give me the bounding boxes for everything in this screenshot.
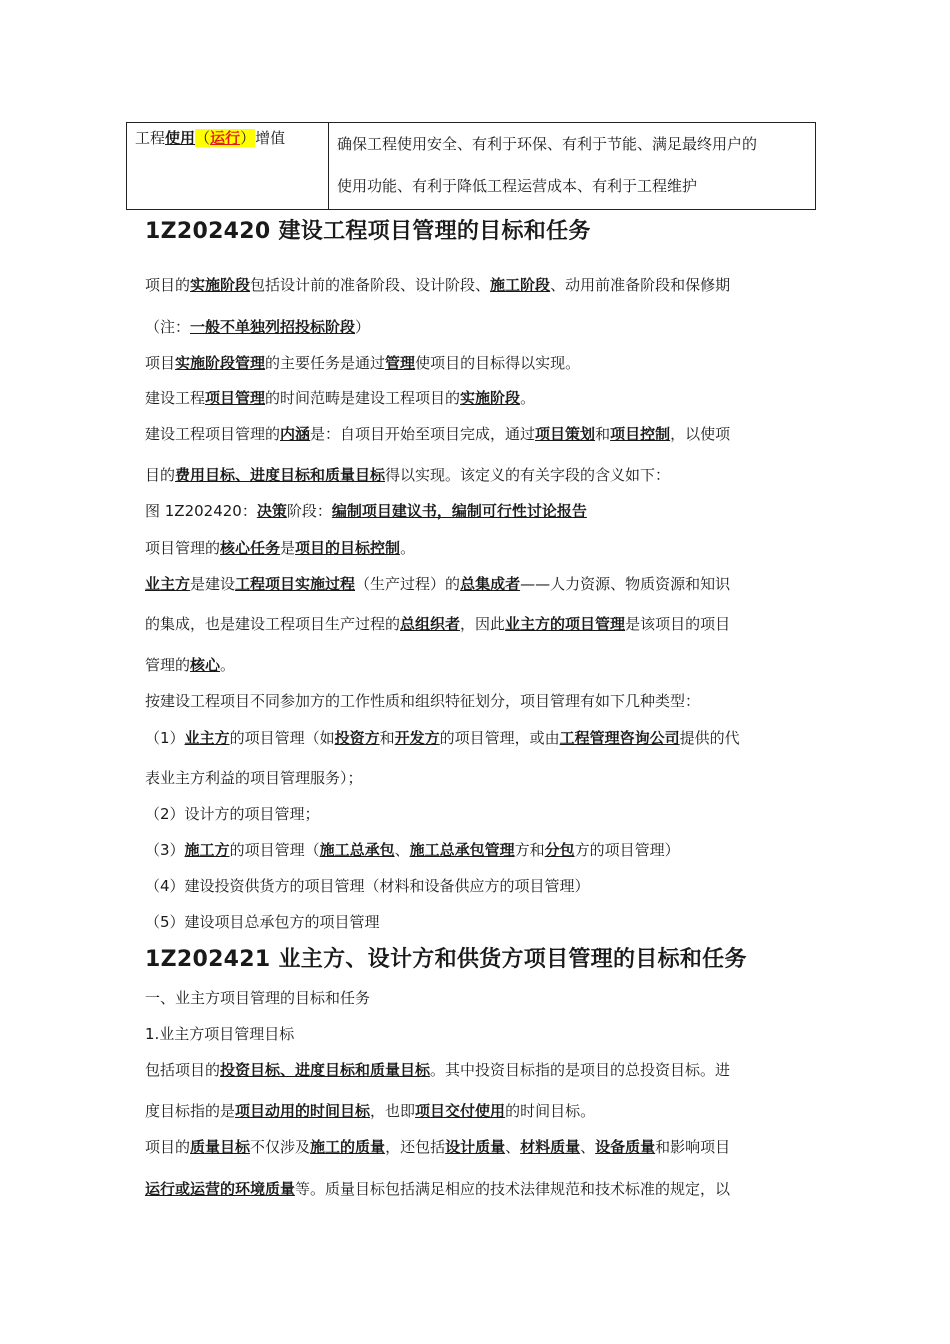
- paragraph: 1.业主方项目管理目标: [145, 1025, 295, 1043]
- text: 。: [220, 656, 236, 674]
- text-emphasis: 总组织者: [400, 615, 461, 633]
- text-emphasis: 施工方: [184, 841, 230, 859]
- text: （生产过程）的: [355, 575, 461, 593]
- text-emphasis: 运行或运营的环境质量: [145, 1180, 296, 1198]
- highlight: [195, 129, 255, 147]
- paragraph: [145, 423, 815, 444]
- text-emphasis: 施工阶段: [490, 276, 551, 294]
- text: 和影响项目: [655, 1138, 731, 1156]
- text: 项目的: [145, 1138, 191, 1156]
- text: 的项目管理（如: [229, 729, 335, 747]
- text: 图 1Z202420：: [145, 502, 257, 520]
- table-row: [127, 123, 816, 210]
- text: ，因此: [460, 615, 506, 633]
- text: 项目: [145, 354, 176, 372]
- text: 增值: [255, 129, 286, 147]
- paragraph: [145, 274, 815, 295]
- paragraph: [145, 1059, 815, 1080]
- text: 得以实现。该定义的有关字段的含义如下：: [385, 466, 671, 484]
- text: 方和: [514, 841, 545, 859]
- text-emphasis: 核心: [190, 656, 221, 674]
- paragraph: 按建设工程项目不同参加方的工作性质和组织特征划分，项目管理有如下几种类型：: [145, 692, 701, 710]
- text-emphasis: 项目动用的时间目标: [235, 1102, 371, 1120]
- text-emphasis: 质量目标: [190, 1138, 251, 1156]
- table-cell-label: [127, 123, 329, 210]
- text: 。: [400, 539, 416, 557]
- text-emphasis: 施工总承包: [319, 841, 395, 859]
- paragraph: [145, 1178, 815, 1199]
- section-heading: 1Z202421 业主方、设计方和供货方项目管理的目标和任务: [145, 947, 747, 972]
- paragraph: [145, 573, 815, 594]
- text-emphasis: 设计质量: [445, 1138, 506, 1156]
- text: ，还包括: [385, 1138, 446, 1156]
- text: 工程: [135, 129, 166, 147]
- text: 。: [520, 389, 536, 407]
- text-emphasis: 决策: [256, 502, 287, 520]
- text: 包括项目的: [145, 1061, 221, 1079]
- text: ——人力资源、物质资源和知识: [520, 575, 731, 593]
- text: 的主要任务是通过: [265, 354, 386, 372]
- text-emphasis: 材料质量: [520, 1138, 581, 1156]
- text-emphasis: 项目的目标控制: [295, 539, 401, 557]
- text: ，以使项: [670, 425, 731, 443]
- paragraph: 表业主方利益的项目管理服务）；: [145, 769, 363, 787]
- text: 、: [394, 841, 410, 859]
- text: 的集成，也是建设工程项目生产过程的: [145, 615, 401, 633]
- text-emphasis: 投资目标、进度目标和质量目标: [220, 1061, 431, 1079]
- paragraph: [145, 500, 815, 521]
- list-item: [145, 839, 815, 860]
- text: （3）: [145, 841, 185, 859]
- list-item: （4）建设投资供货方的项目管理（材料和设备供应方的项目管理）: [145, 877, 590, 895]
- text: 度目标指的是: [145, 1102, 236, 1120]
- text: （: [195, 129, 211, 147]
- text: 建设工程项目管理的: [145, 425, 281, 443]
- text: 阶段：: [286, 502, 332, 520]
- paragraph: [145, 464, 815, 485]
- text-emphasis: 使用: [165, 129, 196, 147]
- text-emphasis: 业主方: [145, 575, 191, 593]
- text: 建设工程: [145, 389, 206, 407]
- text-emphasis: 内涵: [280, 425, 311, 443]
- text-emphasis: 业主方: [184, 729, 230, 747]
- text: 使项目的目标得以实现。: [415, 354, 581, 372]
- text-emphasis: 实施阶段: [460, 389, 521, 407]
- text-emphasis: 实施阶段: [190, 276, 251, 294]
- paragraph: [145, 1136, 815, 1157]
- text: 包括设计前的准备阶段、设计阶段、: [250, 276, 491, 294]
- text: 和: [595, 425, 611, 443]
- text: 目的: [145, 466, 176, 484]
- text: 。其中投资目标指的是项目的总投资目标。进: [430, 1061, 731, 1079]
- paragraph: [145, 352, 815, 373]
- text: 管理的: [145, 656, 191, 674]
- paragraph: 一、业主方项目管理的目标和任务: [145, 989, 371, 1007]
- text-emphasis: 工程项目实施过程: [235, 575, 356, 593]
- text-emphasis: 编制项目建议书，编制可行性讨论报告: [331, 502, 587, 520]
- text-emphasis: 施工的质量: [310, 1138, 386, 1156]
- text: （注：: [145, 318, 191, 336]
- text: 不仅涉及: [250, 1138, 311, 1156]
- section-heading: 1Z202420 建设工程项目管理的目标和任务: [145, 219, 591, 244]
- text: 提供的代: [679, 729, 740, 747]
- paragraph: [145, 1100, 815, 1121]
- text-emphasis: 设备质量: [595, 1138, 656, 1156]
- text-emphasis: 开发方: [394, 729, 440, 747]
- text-emphasis: 施工总承包管理: [409, 841, 515, 859]
- text: 、动用前准备阶段和保修期: [550, 276, 731, 294]
- text-emphasis: 核心任务: [220, 539, 281, 557]
- text: 方的项目管理）: [574, 841, 680, 859]
- text: 确保工程使用安全、有利于环保、有利于节能、满足最终用户的: [337, 135, 758, 153]
- text: 是：自项目开始至项目完成，通过: [310, 425, 536, 443]
- text: 项目管理的: [145, 539, 221, 557]
- paragraph: [145, 537, 815, 558]
- text-emphasis: 费用目标、进度目标和质量目标: [175, 466, 386, 484]
- table-cell-description: [329, 123, 816, 210]
- value-table: [126, 122, 816, 210]
- text: 的时间范畴是建设工程项目的: [265, 389, 461, 407]
- text: （1）: [145, 729, 185, 747]
- text-emphasis: 项目控制: [610, 425, 671, 443]
- text-red-emphasis: 运行: [210, 129, 241, 147]
- paragraph: [145, 654, 815, 675]
- text: 、: [505, 1138, 521, 1156]
- text: 是建设: [190, 575, 236, 593]
- text-emphasis: 项目策划: [535, 425, 596, 443]
- text: 是该项目的项目: [625, 615, 731, 633]
- text: 使用功能、有利于降低工程运营成本、有利于工程维护: [337, 177, 698, 195]
- text-emphasis: 项目交付使用: [415, 1102, 506, 1120]
- text-emphasis: 一般不单独列招投标阶段: [190, 318, 356, 336]
- paragraph: [145, 387, 815, 408]
- text-emphasis: 总集成者: [460, 575, 521, 593]
- text-emphasis: 分包: [544, 841, 575, 859]
- list-item: （2）设计方的项目管理；: [145, 805, 320, 823]
- list-item: （5）建设项目总承包方的项目管理: [145, 913, 380, 931]
- paragraph: [145, 316, 815, 337]
- text: 等。质量目标包括满足相应的技术法律规范和技术标准的规定，以: [295, 1180, 731, 1198]
- text: 的项目管理（: [229, 841, 320, 859]
- text-emphasis: 业主方的项目管理: [505, 615, 626, 633]
- text: 、: [580, 1138, 596, 1156]
- text-emphasis: 项目管理: [205, 389, 266, 407]
- list-item: [145, 727, 815, 748]
- text: 和: [379, 729, 395, 747]
- paragraph: [145, 613, 815, 634]
- text: ，也即: [370, 1102, 416, 1120]
- text-emphasis: 管理: [385, 354, 416, 372]
- text: 是: [280, 539, 296, 557]
- text-emphasis: 投资方: [334, 729, 380, 747]
- text: 项目的: [145, 276, 191, 294]
- text-emphasis: 工程管理咨询公司: [559, 729, 680, 747]
- text: 的时间目标。: [505, 1102, 596, 1120]
- text: 的项目管理，或由: [439, 729, 560, 747]
- text: ）: [355, 318, 371, 336]
- text: ）: [240, 129, 256, 147]
- text-emphasis: 实施阶段管理: [175, 354, 266, 372]
